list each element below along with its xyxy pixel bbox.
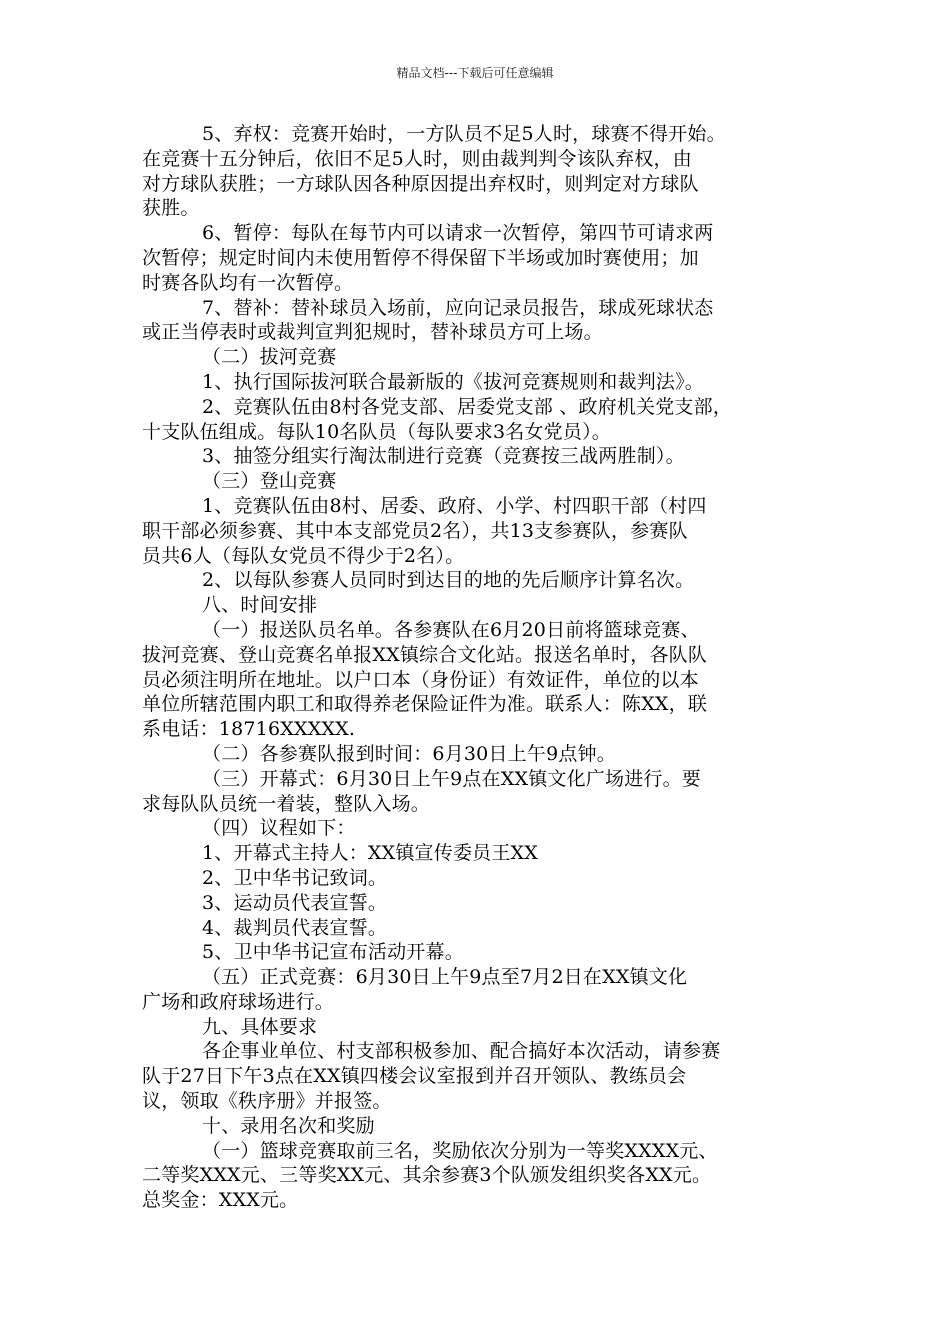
text-line: 1、竞赛队伍由8村、居委、政府、小学、村四职干部（村四: [202, 494, 707, 517]
text-line: 6、暂停：每队在每节内可以请求一次暂停，第四节可请求两: [202, 222, 714, 245]
text-line: 职干部必须参赛、其中本支部党员2名），共13支参赛队，参赛队: [142, 519, 688, 542]
text-line: 各企事业单位、村支部积极参加、配合搞好本次活动，请参赛: [202, 1040, 721, 1063]
text-line: 单位所辖范围内职工和取得养老保险证件为准。联系人：陈XX，联: [142, 693, 708, 716]
page-header: 精品文档---下载后可任意编辑: [396, 66, 554, 80]
text-line: 对方球队获胜；一方球队因各种原因提出弃权时，则判定对方球队: [142, 172, 699, 195]
document-text: [142, 122, 812, 1213]
text-line: 5、卫中华书记宣布活动开幕。: [202, 941, 464, 964]
text-line: 求每队队员统一着装，整队入场。: [142, 792, 431, 815]
text-line: 总奖金：XXX元。: [142, 1189, 299, 1212]
text-line: 7、替补：替补球员入场前，应向记录员报告，球成死球状态: [202, 296, 714, 319]
text-line: 系电话：18716XXXXX.: [142, 718, 356, 741]
section-heading: （四）议程如下：: [202, 817, 356, 840]
text-line: 3、抽签分组实行淘汰制进行竞赛（竞赛按三战两胜制）。: [202, 445, 685, 468]
text-line: 或正当停表时或裁判宣判犯规时，替补球员方可上场。: [142, 321, 603, 344]
text-line: （五）正式竞赛：6月30日上午9点至7月2日在XX镇文化: [202, 966, 688, 989]
text-line: 1、执行国际拔河联合最新版的《拔河竞赛规则和裁判法》。: [202, 370, 704, 393]
text-line: （三）开幕式：6月30日上午9点在XX镇文化广场进行。要: [202, 767, 702, 790]
text-line: 时赛各队均有一次暂停。: [142, 271, 354, 294]
text-line: 员共6人（每队女党员不得少于2名）。: [142, 544, 465, 567]
text-line: 获胜。: [142, 197, 200, 220]
section-heading: 八、时间安排: [202, 594, 318, 617]
section-heading: 十、录用名次和奖励: [202, 1114, 375, 1137]
text-line: （二）各参赛队报到时间：6月30日上午9点钟。: [202, 742, 616, 765]
text-line: （一）报送队员名单。各参赛队在6月20日前将篮球竞赛、: [202, 618, 700, 641]
text-line: 在竞赛十五分钟后，依旧不足5人时，则由裁判判令该队弃权，由: [142, 147, 692, 170]
section-heading: （三）登山竞赛: [202, 470, 337, 493]
text-line: 4、裁判员代表宣誓。: [202, 916, 388, 939]
text-line: 1、开幕式主持人：XX镇宣传委员王XX: [202, 842, 538, 865]
text-line: （一）篮球竞赛取前三名，奖励依次分别为一等奖XXXX元、: [202, 1139, 718, 1162]
document-body: [142, 122, 812, 1213]
text-line: 议，领取《秩序册》并报签。: [142, 1090, 392, 1113]
text-line: 2、以每队参赛人员同时到达目的地的先后顺序计算名次。: [202, 569, 695, 592]
text-line: 员必须注明所在地址。以户口本（身份证）有效证件，单位的以本: [142, 668, 699, 691]
text-line: 5、弃权：竞赛开始时，一方队员不足5人时，球赛不得开始。: [202, 123, 726, 145]
section-heading: 九、具体要求: [202, 1015, 318, 1038]
text-line: 广场和政府球场进行。: [142, 990, 335, 1013]
text-line: 十支队伍组成。每队10名队员（每队要求3名女党员）。: [142, 420, 611, 443]
text-line: 拔河竞赛、登山竞赛名单报XX镇综合文化站。报送名单时，各队队: [142, 643, 708, 666]
text-line: 2、竞赛队伍由8村各党支部、居委党支部 、政府机关党支部，: [202, 395, 733, 418]
text-line: 二等奖XXX元、三等奖XX元、其余参赛3个队颁发组织奖各XX元。: [142, 1164, 712, 1187]
text-line: 3、运动员代表宣誓。: [202, 891, 388, 914]
text-line: 队于27日下午3点在XX镇四楼会议室报到并召开领队、教练员会: [142, 1065, 687, 1088]
text-line: 2、卫中华书记致词。: [202, 866, 388, 889]
section-heading: （二）拔河竞赛: [202, 346, 337, 369]
text-line: 次暂停；规定时间内未使用暂停不得保留下半场或加时赛使用；加: [142, 246, 699, 269]
